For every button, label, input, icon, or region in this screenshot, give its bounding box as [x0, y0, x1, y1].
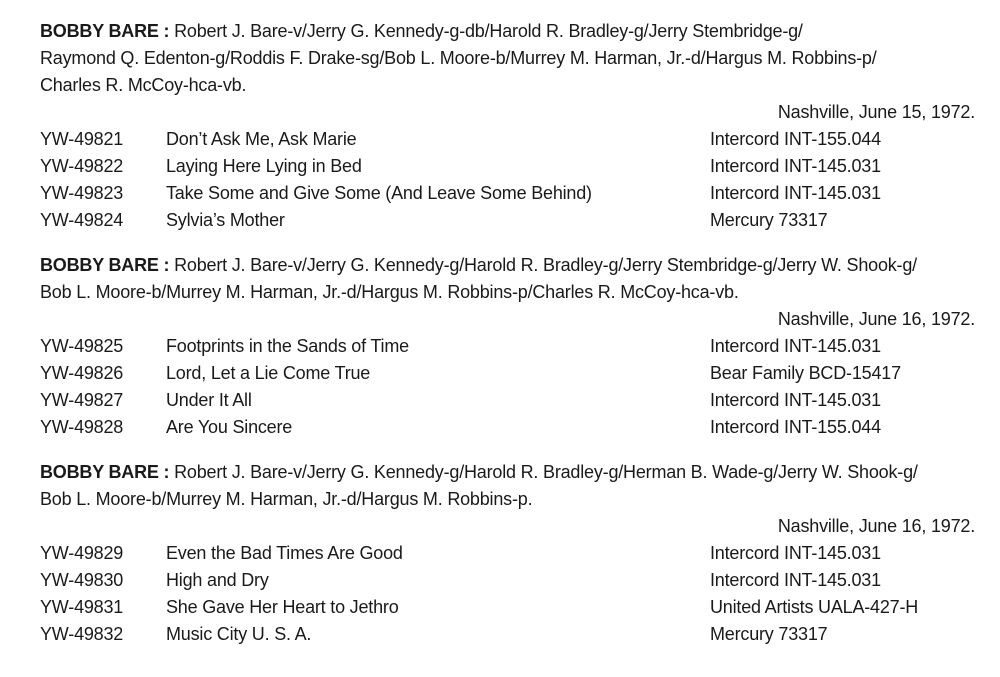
- personnel-text: Robert J. Bare-v/Jerry G. Kennedy-g/Harold R. Bradley-g/Jerry Stembridge-g/Jerry W. Shook-g/: [169, 255, 917, 275]
- matrix-number: YW-49821: [40, 129, 124, 149]
- track-row: [40, 621, 975, 648]
- recording-session: [40, 252, 975, 441]
- session-personnel: [40, 18, 975, 99]
- matrix-number: YW-49828: [40, 417, 124, 437]
- release-label: Intercord INT-145.031: [710, 183, 881, 203]
- track-row: [40, 126, 975, 153]
- track-row: [40, 180, 975, 207]
- session-location-date: Nashville, June 16, 1972.: [777, 309, 975, 329]
- recording-session: [40, 18, 975, 234]
- release-label: Intercord INT-145.031: [710, 336, 881, 356]
- artist-name: BOBBY BARE :: [40, 255, 170, 275]
- track-title: Are You Sincere: [166, 417, 293, 437]
- track-row: [40, 414, 975, 441]
- session-location-date: Nashville, June 15, 1972.: [777, 102, 975, 122]
- track-title: High and Dry: [166, 570, 269, 590]
- release-label: Mercury 73317: [710, 210, 828, 230]
- personnel-line: Raymond Q. Edenton-g/Roddis F. Drake-sg/Bob L. Moore-b/Murrey M. Harman, Jr.-d/Hargus M. Robbins-p/: [40, 48, 877, 68]
- release-label: Intercord INT-155.044: [710, 129, 881, 149]
- release-label: Intercord INT-145.031: [710, 543, 881, 563]
- track-title: Sylvia’s Mother: [166, 210, 285, 230]
- matrix-number: YW-49826: [40, 363, 124, 383]
- track-row: [40, 333, 975, 360]
- personnel-line: Bob L. Moore-b/Murrey M. Harman, Jr.-d/Hargus M. Robbins-p/Charles R. McCoy-hca-vb.: [40, 282, 739, 302]
- release-label: Intercord INT-145.031: [710, 570, 881, 590]
- personnel-line: [40, 252, 975, 279]
- track-title: Even the Bad Times Are Good: [166, 543, 403, 563]
- recording-session: [40, 459, 975, 648]
- matrix-number: YW-49827: [40, 390, 124, 410]
- track-title: Laying Here Lying in Bed: [166, 156, 362, 176]
- track-row: [40, 567, 975, 594]
- release-label: Bear Family BCD-15417: [710, 363, 901, 383]
- release-label: Intercord INT-145.031: [710, 390, 881, 410]
- release-label: United Artists UALA-427-H: [710, 597, 919, 617]
- artist-name: BOBBY BARE :: [40, 462, 170, 482]
- track-row: [40, 360, 975, 387]
- matrix-number: YW-49829: [40, 543, 124, 563]
- matrix-number: YW-49825: [40, 336, 124, 356]
- track-title: She Gave Her Heart to Jethro: [166, 597, 399, 617]
- track-row: [40, 387, 975, 414]
- release-label: Intercord INT-155.044: [710, 417, 881, 437]
- matrix-number: YW-49830: [40, 570, 124, 590]
- track-row: [40, 153, 975, 180]
- matrix-number: YW-49823: [40, 183, 124, 203]
- artist-name: BOBBY BARE :: [40, 21, 170, 41]
- track-row: [40, 207, 975, 234]
- matrix-number: YW-49822: [40, 156, 124, 176]
- personnel-text: Robert J. Bare-v/Jerry G. Kennedy-g-db/Harold R. Bradley-g/Jerry Stembridge-g/: [169, 21, 803, 41]
- discography-page: [40, 18, 975, 666]
- personnel-line: [40, 18, 975, 45]
- track-title: Under It All: [166, 390, 252, 410]
- release-label: Intercord INT-145.031: [710, 156, 881, 176]
- matrix-number: YW-49832: [40, 624, 124, 644]
- track-title: Footprints in the Sands of Time: [166, 336, 409, 356]
- personnel-line: [40, 459, 975, 486]
- session-personnel: [40, 252, 975, 306]
- session-location-date: Nashville, June 16, 1972.: [777, 516, 975, 536]
- personnel-text: Robert J. Bare-v/Jerry G. Kennedy-g/Harold R. Bradley-g/Herman B. Wade-g/Jerry W. Shook-g/: [169, 462, 918, 482]
- track-title: Lord, Let a Lie Come True: [166, 363, 371, 383]
- matrix-number: YW-49831: [40, 597, 124, 617]
- release-label: Mercury 73317: [710, 624, 828, 644]
- track-row: [40, 594, 975, 621]
- matrix-number: YW-49824: [40, 210, 124, 230]
- track-title: Don’t Ask Me, Ask Marie: [166, 129, 357, 149]
- track-title: Take Some and Give Some (And Leave Some Behind): [166, 183, 592, 203]
- track-row: [40, 540, 975, 567]
- session-personnel: [40, 459, 975, 513]
- track-title: Music City U. S. A.: [166, 624, 312, 644]
- personnel-line: Charles R. McCoy-hca-vb.: [40, 75, 247, 95]
- personnel-line: Bob L. Moore-b/Murrey M. Harman, Jr.-d/Hargus M. Robbins-p.: [40, 489, 533, 509]
